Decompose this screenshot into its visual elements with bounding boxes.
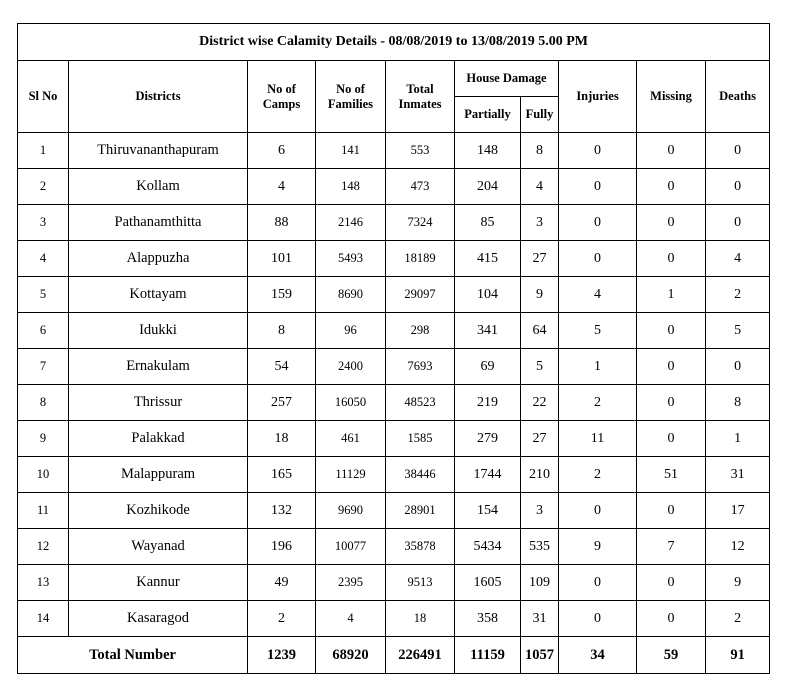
cell-camps: 8	[248, 313, 316, 349]
cell-injuries: 0	[559, 133, 637, 169]
cell-families: 461	[316, 421, 386, 457]
cell-injuries: 4	[559, 277, 637, 313]
total-families: 68920	[316, 637, 386, 674]
cell-partially: 279	[455, 421, 521, 457]
total-deaths: 91	[706, 637, 770, 674]
header-fully: Fully	[521, 97, 559, 133]
cell-deaths: 0	[706, 349, 770, 385]
cell-camps: 49	[248, 565, 316, 601]
cell-district: Kottayam	[69, 277, 248, 313]
cell-missing: 51	[637, 457, 706, 493]
cell-district: Idukki	[69, 313, 248, 349]
cell-partially: 204	[455, 169, 521, 205]
cell-fully: 9	[521, 277, 559, 313]
table-row	[18, 169, 770, 205]
cell-district: Kannur	[69, 565, 248, 601]
cell-partially: 104	[455, 277, 521, 313]
table-row	[18, 241, 770, 277]
cell-sl-no: 6	[18, 313, 69, 349]
cell-partially: 219	[455, 385, 521, 421]
cell-sl-no: 14	[18, 601, 69, 637]
cell-families: 4	[316, 601, 386, 637]
cell-injuries: 0	[559, 493, 637, 529]
cell-injuries: 2	[559, 385, 637, 421]
header-camps: No of Camps	[248, 61, 316, 133]
cell-inmates: 553	[386, 133, 455, 169]
total-row	[18, 637, 770, 674]
cell-families: 2146	[316, 205, 386, 241]
cell-deaths: 2	[706, 601, 770, 637]
header-districts: Districts	[69, 61, 248, 133]
table-row	[18, 493, 770, 529]
calamity-table	[17, 23, 770, 674]
cell-district: Kozhikode	[69, 493, 248, 529]
cell-fully: 5	[521, 349, 559, 385]
cell-fully: 109	[521, 565, 559, 601]
cell-families: 10077	[316, 529, 386, 565]
table-row	[18, 601, 770, 637]
cell-district: Kasaragod	[69, 601, 248, 637]
cell-missing: 0	[637, 241, 706, 277]
table-row	[18, 565, 770, 601]
cell-missing: 0	[637, 349, 706, 385]
cell-sl-no: 13	[18, 565, 69, 601]
cell-deaths: 12	[706, 529, 770, 565]
cell-partially: 85	[455, 205, 521, 241]
cell-missing: 0	[637, 565, 706, 601]
header-inmates: Total Inmates	[386, 61, 455, 133]
cell-partially: 1744	[455, 457, 521, 493]
cell-camps: 257	[248, 385, 316, 421]
cell-sl-no: 3	[18, 205, 69, 241]
total-camps: 1239	[248, 637, 316, 674]
cell-sl-no: 2	[18, 169, 69, 205]
cell-camps: 2	[248, 601, 316, 637]
cell-sl-no: 11	[18, 493, 69, 529]
table-row	[18, 349, 770, 385]
table-row	[18, 421, 770, 457]
cell-injuries: 11	[559, 421, 637, 457]
cell-partially: 69	[455, 349, 521, 385]
cell-injuries: 0	[559, 565, 637, 601]
cell-missing: 0	[637, 313, 706, 349]
cell-fully: 27	[521, 421, 559, 457]
table-row	[18, 385, 770, 421]
cell-deaths: 0	[706, 169, 770, 205]
cell-district: Malappuram	[69, 457, 248, 493]
cell-injuries: 0	[559, 241, 637, 277]
table-row	[18, 133, 770, 169]
header-partially: Partially	[455, 97, 521, 133]
cell-families: 16050	[316, 385, 386, 421]
cell-camps: 18	[248, 421, 316, 457]
cell-families: 11129	[316, 457, 386, 493]
cell-fully: 27	[521, 241, 559, 277]
table-row	[18, 205, 770, 241]
cell-fully: 4	[521, 169, 559, 205]
cell-camps: 4	[248, 169, 316, 205]
cell-missing: 0	[637, 205, 706, 241]
cell-district: Pathanamthitta	[69, 205, 248, 241]
cell-camps: 165	[248, 457, 316, 493]
cell-families: 148	[316, 169, 386, 205]
cell-deaths: 31	[706, 457, 770, 493]
cell-fully: 64	[521, 313, 559, 349]
cell-partially: 415	[455, 241, 521, 277]
cell-fully: 8	[521, 133, 559, 169]
cell-camps: 54	[248, 349, 316, 385]
cell-camps: 132	[248, 493, 316, 529]
cell-inmates: 48523	[386, 385, 455, 421]
cell-inmates: 1585	[386, 421, 455, 457]
header-injuries: Injuries	[559, 61, 637, 133]
table-row	[18, 313, 770, 349]
cell-missing: 0	[637, 133, 706, 169]
cell-inmates: 298	[386, 313, 455, 349]
header-sl-no: Sl No	[18, 61, 69, 133]
table-row	[18, 277, 770, 313]
cell-partially: 148	[455, 133, 521, 169]
cell-district: Kollam	[69, 169, 248, 205]
cell-district: Palakkad	[69, 421, 248, 457]
total-inmates: 226491	[386, 637, 455, 674]
total-injuries: 34	[559, 637, 637, 674]
total-label: Total Number	[18, 637, 248, 674]
cell-missing: 0	[637, 421, 706, 457]
cell-injuries: 1	[559, 349, 637, 385]
cell-fully: 22	[521, 385, 559, 421]
cell-injuries: 0	[559, 205, 637, 241]
table-row	[18, 457, 770, 493]
cell-deaths: 0	[706, 133, 770, 169]
cell-missing: 0	[637, 601, 706, 637]
cell-district: Thiruvananthapuram	[69, 133, 248, 169]
cell-injuries: 0	[559, 169, 637, 205]
cell-partially: 5434	[455, 529, 521, 565]
cell-injuries: 9	[559, 529, 637, 565]
total-partially: 11159	[455, 637, 521, 674]
cell-inmates: 18	[386, 601, 455, 637]
cell-fully: 535	[521, 529, 559, 565]
cell-missing: 0	[637, 169, 706, 205]
cell-camps: 196	[248, 529, 316, 565]
cell-missing: 0	[637, 385, 706, 421]
cell-camps: 159	[248, 277, 316, 313]
cell-district: Alappuzha	[69, 241, 248, 277]
cell-sl-no: 4	[18, 241, 69, 277]
cell-camps: 6	[248, 133, 316, 169]
cell-inmates: 35878	[386, 529, 455, 565]
table-body	[18, 133, 770, 637]
cell-inmates: 473	[386, 169, 455, 205]
cell-families: 5493	[316, 241, 386, 277]
cell-sl-no: 5	[18, 277, 69, 313]
cell-deaths: 0	[706, 205, 770, 241]
header-families: No of Families	[316, 61, 386, 133]
cell-inmates: 7693	[386, 349, 455, 385]
cell-inmates: 7324	[386, 205, 455, 241]
cell-deaths: 5	[706, 313, 770, 349]
cell-fully: 31	[521, 601, 559, 637]
cell-camps: 101	[248, 241, 316, 277]
cell-families: 2400	[316, 349, 386, 385]
cell-injuries: 5	[559, 313, 637, 349]
header-house-damage: House Damage	[455, 61, 559, 97]
cell-district: Thrissur	[69, 385, 248, 421]
cell-inmates: 29097	[386, 277, 455, 313]
table-row	[18, 529, 770, 565]
cell-families: 2395	[316, 565, 386, 601]
cell-missing: 7	[637, 529, 706, 565]
cell-inmates: 9513	[386, 565, 455, 601]
cell-families: 9690	[316, 493, 386, 529]
cell-deaths: 4	[706, 241, 770, 277]
cell-deaths: 17	[706, 493, 770, 529]
cell-sl-no: 9	[18, 421, 69, 457]
cell-fully: 3	[521, 205, 559, 241]
cell-deaths: 8	[706, 385, 770, 421]
cell-fully: 210	[521, 457, 559, 493]
cell-deaths: 9	[706, 565, 770, 601]
cell-families: 96	[316, 313, 386, 349]
cell-camps: 88	[248, 205, 316, 241]
cell-sl-no: 7	[18, 349, 69, 385]
total-fully: 1057	[521, 637, 559, 674]
cell-partially: 154	[455, 493, 521, 529]
header-missing: Missing	[637, 61, 706, 133]
cell-missing: 0	[637, 493, 706, 529]
cell-injuries: 0	[559, 601, 637, 637]
header-deaths: Deaths	[706, 61, 770, 133]
cell-district: Ernakulam	[69, 349, 248, 385]
cell-sl-no: 8	[18, 385, 69, 421]
cell-partially: 1605	[455, 565, 521, 601]
cell-sl-no: 1	[18, 133, 69, 169]
cell-missing: 1	[637, 277, 706, 313]
cell-sl-no: 12	[18, 529, 69, 565]
cell-partially: 358	[455, 601, 521, 637]
cell-sl-no: 10	[18, 457, 69, 493]
cell-families: 141	[316, 133, 386, 169]
cell-inmates: 38446	[386, 457, 455, 493]
cell-families: 8690	[316, 277, 386, 313]
cell-district: Wayanad	[69, 529, 248, 565]
cell-deaths: 2	[706, 277, 770, 313]
cell-inmates: 28901	[386, 493, 455, 529]
cell-partially: 341	[455, 313, 521, 349]
cell-fully: 3	[521, 493, 559, 529]
cell-deaths: 1	[706, 421, 770, 457]
table-title: District wise Calamity Details - 08/08/2019 to 13/08/2019 5.00 PM	[18, 24, 770, 61]
cell-inmates: 18189	[386, 241, 455, 277]
total-missing: 59	[637, 637, 706, 674]
cell-injuries: 2	[559, 457, 637, 493]
